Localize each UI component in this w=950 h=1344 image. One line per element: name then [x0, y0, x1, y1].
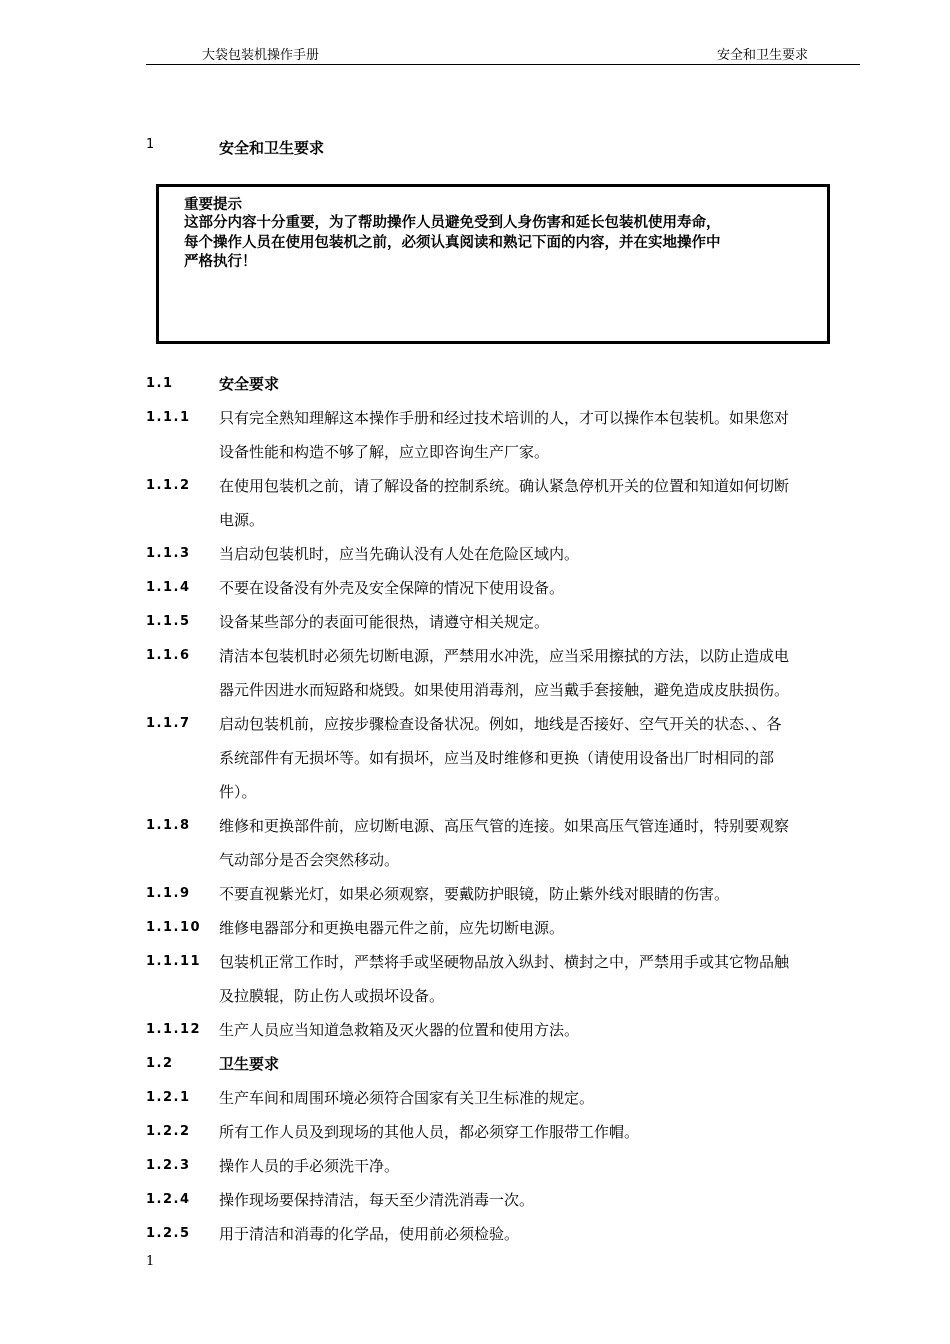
- item-text: [219, 537, 861, 571]
- item-text-line: 件）。: [219, 783, 257, 801]
- item-number: 1.1.2: [146, 478, 191, 493]
- item-text-line: 维修电器部分和更换电器元件之前，应先切断电源。: [219, 919, 565, 937]
- item-number: 1.1: [146, 376, 174, 391]
- item-number: 1.2.3: [146, 1158, 191, 1173]
- notice-title: 重要提示: [184, 197, 242, 213]
- item-text-line: 包装机正常工作时，严禁将手或坚硬物品放入纵封、横封之中，严禁用手或其它物品触: [219, 953, 790, 971]
- item-number: 1.1.3: [146, 546, 191, 561]
- item-text-line: 用于清洁和消毒的化学品，使用前必须检验。: [219, 1225, 520, 1243]
- item-number: 1.1.6: [146, 648, 191, 663]
- item-text: [219, 707, 861, 809]
- section-title: 安全要求: [219, 375, 280, 393]
- header-section-title: 安全和卫生要求: [716, 48, 808, 63]
- item-text: [219, 1081, 861, 1115]
- important-notice-box: [156, 184, 830, 344]
- item-text: [219, 945, 861, 1013]
- item-text-line: 操作现场要保持清洁，每天至少清洗消毒一次。: [219, 1191, 535, 1209]
- item-text-line: 器元件因进水而短路和烧毁。如果使用消毒剂，应当戴手套接触，避免造成皮肤损伤。: [219, 681, 790, 699]
- item-text-line: 生产车间和周围环境必须符合国家有关卫生标准的规定。: [219, 1089, 595, 1107]
- item-text-line: 不要直视紫光灯，如果必须观察，要戴防护眼镜，防止紫外线对眼睛的伤害。: [219, 885, 730, 903]
- item-number: 1.2.5: [146, 1226, 191, 1241]
- item-text-line: 所有工作人员及到现场的其他人员，都必须穿工作服带工作帽。: [219, 1123, 640, 1141]
- item-number: 1.2.4: [146, 1192, 191, 1207]
- item-number: 1.1.5: [146, 614, 191, 629]
- page-number: 1: [146, 1254, 155, 1269]
- item-text: [219, 911, 861, 945]
- section-title: 卫生要求: [219, 1055, 280, 1073]
- item-text-line: 只有完全熟知理解这本操作手册和经过技术培训的人，才可以操作本包装机。如果您对: [219, 409, 790, 427]
- item-text: [219, 809, 861, 877]
- item-text: [219, 877, 861, 911]
- item-text: [219, 1183, 861, 1217]
- item-text: [219, 639, 861, 707]
- item-number: 1.1.9: [146, 886, 191, 901]
- item-text: [219, 469, 861, 537]
- item-number: 1.2.2: [146, 1124, 191, 1139]
- chapter-title: 安全和卫生要求: [219, 139, 325, 157]
- item-text-line: 在使用包装机之前，请了解设备的控制系统。确认紧急停机开关的位置和知道如何切断: [219, 477, 790, 495]
- page-header: [146, 44, 860, 65]
- item-text-line: 设备某些部分的表面可能很热，请遵守相关规定。: [219, 613, 550, 631]
- item-number: 1.2: [146, 1056, 174, 1071]
- item-number: 1.1.8: [146, 818, 191, 833]
- item-number: 1.1.11: [146, 954, 202, 969]
- notice-line: 严格执行！: [184, 254, 257, 270]
- item-text-line: 清洁本包装机时必须先切断电源，严禁用水冲洗，应当采用擦拭的方法，以防止造成电: [219, 647, 790, 665]
- item-text-line: 气动部分是否会突然移动。: [219, 851, 400, 869]
- item-number: 1.1.4: [146, 580, 191, 595]
- item-text: [219, 571, 861, 605]
- item-text: [219, 605, 861, 639]
- item-number: 1.1.12: [146, 1022, 202, 1037]
- item-text: [219, 401, 861, 469]
- item-text-line: 操作人员的手必须洗干净。: [219, 1157, 400, 1175]
- item-number: 1.1.1: [146, 410, 191, 425]
- item-text-line: 设备性能和构造不够了解，应立即咨询生产厂家。: [219, 443, 550, 461]
- item-text-line: 生产人员应当知道急救箱及灭火器的位置和使用方法。: [219, 1021, 580, 1039]
- chapter-number: 1: [146, 137, 155, 152]
- item-text-line: 电源。: [219, 511, 265, 529]
- item-text-line: 及拉膜辊，防止伤人或损坏设备。: [219, 987, 445, 1005]
- item-text: [219, 1115, 861, 1149]
- item-text: [219, 1149, 861, 1183]
- item-text-line: 系统部件有无损坏等。如有损坏，应当及时维修和更换（请使用设备出厂时相同的部: [219, 749, 775, 767]
- item-text-line: 维修和更换部件前，应切断电源、高压气管的连接。如果高压气管连通时，特别要观察: [219, 817, 790, 835]
- header-manual-title: 大袋包装机操作手册: [202, 48, 320, 63]
- item-text-line: 当启动包装机时，应当先确认没有人处在危险区域内。: [219, 545, 580, 563]
- item-text-line: 不要在设备没有外壳及安全保障的情况下使用设备。: [219, 579, 565, 597]
- item-number: 1.2.1: [146, 1090, 191, 1105]
- notice-line: 每个操作人员在使用包装机之前，必须认真阅读和熟记下面的内容，并在实地操作中: [184, 234, 721, 251]
- item-text-line: 启动包装机前，应按步骤检查设备状况。例如，地线是否接好、空气开关的状态、、各: [219, 715, 782, 733]
- item-text: [219, 1217, 861, 1251]
- notice-line: 这部分内容十分重要，为了帮助操作人员避免受到人身伤害和延长包装机使用寿命，: [184, 215, 721, 231]
- notice-body: [184, 214, 814, 273]
- item-number: 1.1.7: [146, 716, 191, 731]
- item-text: [219, 1013, 861, 1047]
- item-number: 1.1.10: [146, 920, 202, 935]
